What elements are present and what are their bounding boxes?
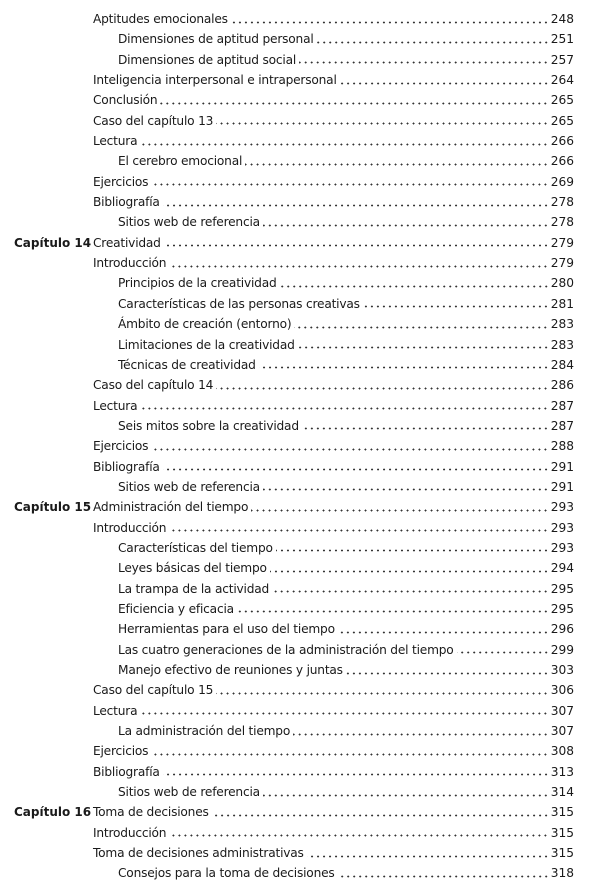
page-number: 266	[550, 134, 574, 149]
entry-title: La trampa de la actividad	[118, 581, 270, 596]
page-number: 294	[550, 561, 574, 576]
toc-entry	[0, 457, 600, 477]
entry-title: Caso del capítulo 14	[93, 378, 214, 393]
page-number: 279	[550, 235, 574, 250]
entry-title: El cerebro emocional	[118, 154, 243, 169]
toc-line	[93, 457, 574, 477]
toc-entry	[0, 9, 600, 29]
toc-line	[118, 151, 574, 171]
page-number: 278	[550, 195, 574, 210]
entry-title: Conclusión	[93, 93, 158, 108]
entry-title: Las cuatro generaciones de la administración del tiempo	[118, 642, 454, 657]
toc-line	[118, 29, 574, 49]
toc-entry	[0, 29, 600, 49]
page-number: 315	[550, 805, 574, 820]
toc-line	[93, 131, 574, 151]
entry-title: Toma de decisiones	[93, 805, 209, 820]
toc-entry	[0, 579, 600, 599]
dot-leader	[160, 98, 548, 108]
dot-leader	[163, 200, 549, 210]
page-number: 284	[550, 357, 574, 372]
toc-entry	[0, 741, 600, 761]
table-of-contents	[0, 9, 600, 884]
page-number: 279	[550, 256, 574, 271]
entry-title: Manejo efectivo de reuniones y juntas	[118, 663, 343, 677]
toc-entry	[0, 131, 600, 151]
page-number: 283	[550, 317, 574, 332]
toc-line	[93, 9, 574, 29]
entry-title: Ejercicios	[93, 174, 149, 189]
entry-title: Dimensiones de aptitud social	[118, 52, 297, 67]
toc-entry	[0, 233, 600, 253]
toc-line	[118, 863, 574, 883]
entry-title: Lectura	[93, 398, 138, 413]
page-number: 288	[550, 439, 574, 454]
page-number: 308	[550, 744, 574, 759]
dot-leader	[338, 871, 549, 881]
toc-entry	[0, 436, 600, 456]
toc-line	[118, 212, 574, 232]
toc-line	[93, 396, 574, 416]
toc-entry	[0, 90, 600, 110]
toc-line	[93, 680, 574, 700]
toc-line	[118, 579, 574, 599]
entry-title: Introducción	[93, 825, 167, 840]
toc-line	[93, 823, 574, 843]
chapter-label: Capítulo 16	[14, 805, 92, 820]
toc-line	[118, 721, 574, 741]
dot-leader	[245, 159, 549, 169]
page-number: 314	[550, 785, 574, 800]
entry-title: Ejercicios	[93, 744, 149, 759]
toc-line	[93, 497, 574, 517]
toc-entry	[0, 538, 600, 558]
toc-entry	[0, 599, 600, 619]
dot-leader	[163, 770, 549, 780]
page-number: 313	[550, 764, 574, 779]
toc-line	[93, 762, 574, 782]
page-number: 295	[550, 601, 574, 616]
toc-line	[118, 294, 574, 314]
page-number: 293	[550, 540, 574, 555]
dot-leader	[299, 58, 549, 68]
chapter-label: Capítulo 14	[14, 235, 92, 250]
toc-line	[93, 518, 574, 538]
toc-entry	[0, 151, 600, 171]
page-number: 295	[550, 581, 574, 596]
entry-title: Bibliografía	[93, 459, 160, 474]
dot-leader	[276, 546, 549, 556]
dot-leader	[169, 526, 548, 536]
entry-title: Eficiencia y eficacia	[118, 601, 234, 616]
toc-entry	[0, 355, 600, 375]
entry-title: Lectura	[93, 134, 138, 149]
dot-leader	[317, 37, 549, 47]
toc-line	[118, 599, 574, 619]
dot-leader	[216, 383, 549, 393]
toc-line	[118, 314, 574, 334]
entry-title: Leyes básicas del tiempo	[118, 561, 267, 576]
toc-line	[93, 192, 574, 212]
toc-line	[118, 477, 574, 497]
entry-title: Limitaciones de la creatividad	[118, 337, 295, 352]
page-number: 257	[550, 52, 574, 67]
toc-entry	[0, 375, 600, 395]
dot-leader	[298, 343, 549, 353]
toc-entry	[0, 701, 600, 721]
toc-entry	[0, 558, 600, 578]
dot-leader	[338, 627, 549, 637]
toc-entry	[0, 863, 600, 883]
entry-title: Inteligencia interpersonal e intrapersonal	[93, 73, 337, 88]
toc-line	[93, 741, 574, 761]
dot-leader	[272, 587, 549, 597]
page-number: 266	[550, 154, 574, 169]
toc-entry	[0, 192, 600, 212]
toc-entry	[0, 721, 600, 741]
dot-leader	[237, 607, 549, 617]
toc-line	[93, 802, 574, 822]
page-number: 318	[550, 866, 574, 881]
entry-title: Caso del capítulo 15	[93, 683, 214, 698]
page-number: 303	[550, 663, 574, 677]
page-number: 296	[550, 622, 574, 637]
chapter-label: Capítulo 15	[14, 500, 92, 515]
toc-entry	[0, 50, 600, 70]
dot-leader	[363, 302, 549, 312]
toc-line	[93, 90, 574, 110]
toc-entry	[0, 477, 600, 497]
toc-entry	[0, 416, 600, 436]
toc-line	[118, 640, 574, 660]
toc-entry	[0, 640, 600, 660]
toc-line	[93, 70, 574, 90]
entry-title: La administración del tiempo	[118, 724, 291, 739]
entry-title: Principios de la creatividad	[118, 276, 277, 291]
dot-leader	[140, 139, 548, 149]
page-number: 287	[550, 398, 574, 413]
dot-leader	[163, 465, 549, 475]
toc-line	[118, 619, 574, 639]
toc-entry	[0, 70, 600, 90]
toc-line	[93, 436, 574, 456]
dot-leader	[302, 424, 549, 434]
toc-line	[118, 782, 574, 802]
toc-entry	[0, 823, 600, 843]
page-number: 264	[550, 73, 574, 88]
entry-title: Administración del tiempo	[93, 500, 249, 515]
entry-title: Lectura	[93, 703, 138, 718]
page-number: 287	[550, 418, 574, 433]
page-number: 306	[550, 683, 574, 698]
entry-title: Características de las personas creativas	[118, 296, 360, 311]
page-number: 315	[550, 846, 574, 861]
dot-leader	[140, 709, 548, 719]
toc-entry	[0, 396, 600, 416]
entry-title: Dimensiones de aptitud personal	[118, 32, 314, 47]
toc-entry	[0, 762, 600, 782]
dot-leader	[259, 363, 549, 373]
entry-title: Toma de decisiones administrativas	[93, 846, 304, 861]
page-number: 286	[550, 378, 574, 393]
entry-title: Sitios web de referencia	[118, 479, 260, 494]
toc-line	[118, 416, 574, 436]
entry-title: Características del tiempo	[118, 540, 273, 555]
dot-leader	[216, 688, 549, 698]
toc-line	[93, 233, 574, 253]
dot-leader	[340, 78, 549, 88]
dot-leader	[140, 404, 548, 414]
page-number: 281	[550, 296, 574, 311]
entry-title: Herramientas para el uso del tiempo	[118, 622, 335, 637]
toc-entry	[0, 253, 600, 273]
entry-title: Ejercicios	[93, 439, 149, 454]
dot-leader	[216, 119, 549, 129]
page-number: 291	[550, 479, 574, 494]
dot-leader	[457, 648, 549, 658]
dot-leader	[169, 261, 548, 271]
toc-entry	[0, 314, 600, 334]
toc-entry	[0, 212, 600, 232]
entry-title: Seis mitos sobre la creatividad	[118, 418, 299, 433]
toc-line	[93, 843, 574, 863]
page-number: 307	[550, 703, 574, 718]
page-number: 251	[550, 32, 574, 47]
toc-entry	[0, 660, 600, 680]
dot-leader	[212, 810, 549, 820]
page-number: 293	[550, 500, 574, 515]
toc-line	[93, 111, 574, 131]
page-number: 299	[550, 642, 574, 657]
dot-leader	[263, 485, 549, 495]
toc-line	[118, 273, 574, 293]
toc-entry	[0, 843, 600, 863]
toc-line	[118, 50, 574, 70]
dot-leader	[307, 851, 549, 861]
page-number: 280	[550, 276, 574, 291]
page-number: 265	[550, 93, 574, 108]
dot-leader	[270, 566, 549, 576]
page-number: 248	[550, 12, 574, 26]
toc-line	[93, 701, 574, 721]
dot-leader	[164, 241, 549, 251]
dot-leader	[280, 281, 549, 291]
dot-leader	[251, 505, 549, 515]
toc-entry	[0, 111, 600, 131]
entry-title: Sitios web de referencia	[118, 785, 260, 800]
toc-entry	[0, 680, 600, 700]
page-number: 293	[550, 520, 574, 535]
dot-leader	[294, 322, 548, 332]
page-number: 283	[550, 337, 574, 352]
dot-leader	[231, 17, 549, 27]
toc-entry	[0, 172, 600, 192]
toc-entry	[0, 273, 600, 293]
page-number: 291	[550, 459, 574, 474]
page-number: 265	[550, 113, 574, 128]
dot-leader	[346, 668, 549, 678]
dot-leader	[151, 444, 548, 454]
toc-line	[118, 355, 574, 375]
page-number: 307	[550, 724, 574, 739]
dot-leader	[263, 790, 549, 800]
toc-line	[93, 375, 574, 395]
entry-title: Aptitudes emocionales	[93, 12, 228, 26]
toc-line	[118, 558, 574, 578]
dot-leader	[293, 729, 549, 739]
dot-leader	[263, 220, 549, 230]
toc-line	[93, 172, 574, 192]
toc-line	[118, 335, 574, 355]
entry-title: Caso del capítulo 13	[93, 113, 214, 128]
page-number: 269	[550, 174, 574, 189]
toc-line	[118, 660, 574, 680]
toc-entry	[0, 782, 600, 802]
dot-leader	[151, 749, 548, 759]
entry-title: Sitios web de referencia	[118, 215, 260, 230]
page-number: 278	[550, 215, 574, 230]
entry-title: Bibliografía	[93, 195, 160, 210]
toc-entry	[0, 497, 600, 517]
toc-entry	[0, 294, 600, 314]
toc-line	[118, 538, 574, 558]
page-number: 315	[550, 825, 574, 840]
toc-entry	[0, 518, 600, 538]
dot-leader	[169, 831, 548, 841]
entry-title: Introducción	[93, 520, 167, 535]
toc-line	[93, 253, 574, 273]
entry-title: Ámbito de creación (entorno)	[118, 317, 292, 332]
entry-title: Técnicas de creatividad	[118, 357, 256, 372]
entry-title: Bibliografía	[93, 764, 160, 779]
toc-entry	[0, 802, 600, 822]
toc-entry	[0, 619, 600, 639]
toc-entry	[0, 335, 600, 355]
dot-leader	[151, 180, 548, 190]
entry-title: Introducción	[93, 256, 167, 271]
entry-title: Consejos para la toma de decisiones	[118, 866, 335, 881]
entry-title: Creatividad	[93, 235, 161, 250]
